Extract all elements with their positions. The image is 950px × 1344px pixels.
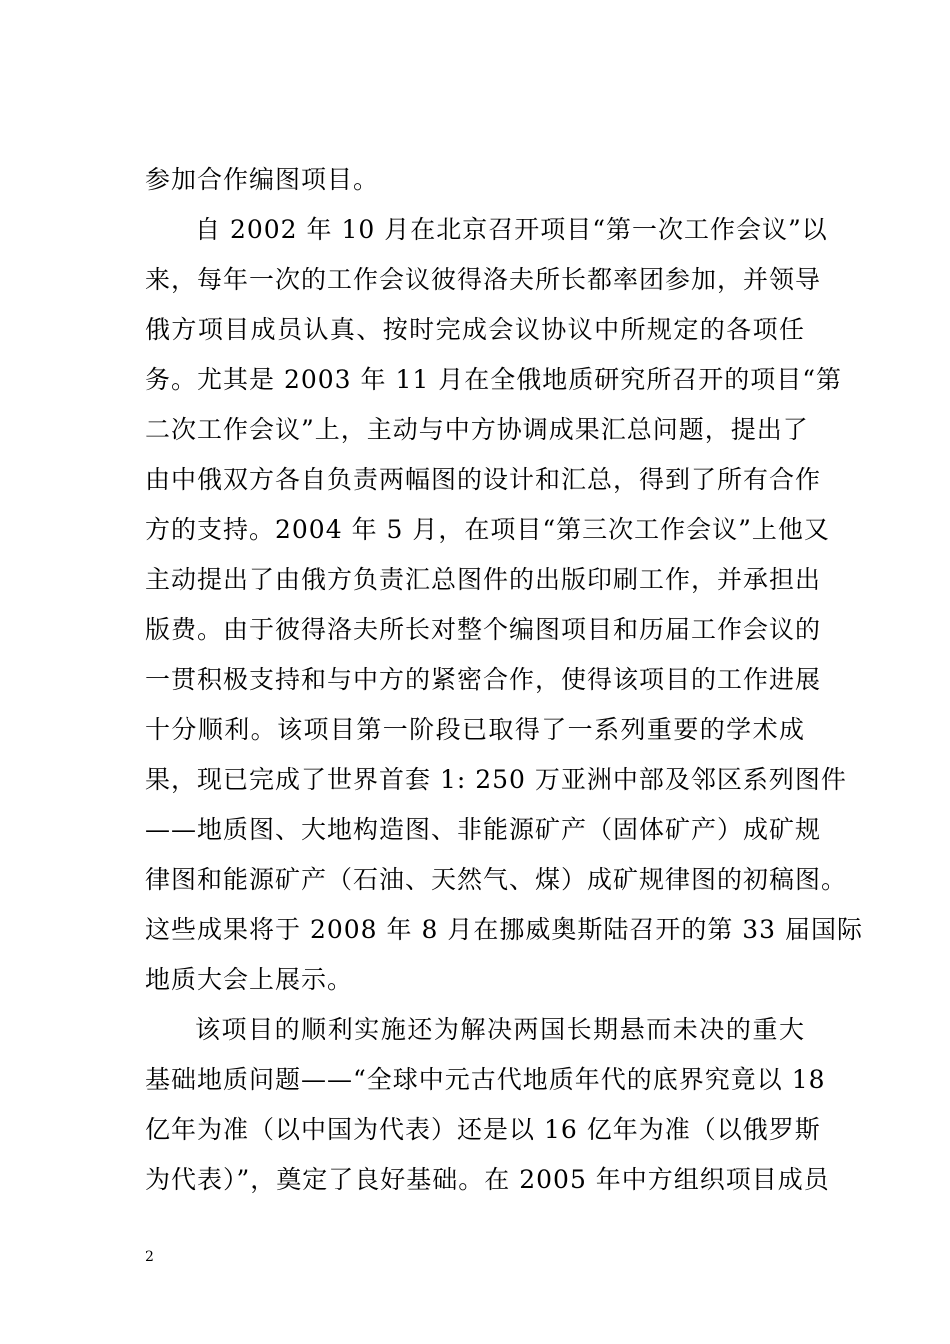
text-line: 为代表）”，奠定了良好基础。在 2005 年中方组织项目成员 [145, 1165, 830, 1194]
text-line: 务。尤其是 2003 年 11 月在全俄地质研究所召开的项目“第 [145, 365, 843, 394]
text-line: 自 2002 年 10 月在北京召开项目“第一次工作会议”以 [195, 215, 828, 244]
text-line: 律图和能源矿产（石油、天然气、煤）成矿规律图的初稿图。 [145, 865, 848, 894]
text-line: 地质大会上展示。 [145, 965, 354, 994]
text-line: 二次工作会议”上，主动与中方协调成果汇总问题，提出了 [145, 415, 809, 444]
text-line: 主动提出了由俄方负责汇总图件的出版印刷工作，并承担出 [145, 565, 822, 594]
text-line: 由中俄双方各自负责两幅图的设计和汇总，得到了所有合作 [145, 465, 822, 494]
page-number: 2 [145, 1249, 154, 1265]
text-line: 十分顺利。该项目第一阶段已取得了一系列重要的学术成 [145, 715, 805, 744]
text-line: 该项目的顺利实施还为解决两国长期悬而未决的重大 [195, 1015, 805, 1044]
text-line: 来，每年一次的工作会议彼得洛夫所长都率团参加，并领导 [145, 265, 822, 294]
text-line: 参加合作编图项目。 [145, 165, 380, 194]
text-line: 这些成果将于 2008 年 8 月在挪威奥斯陆召开的第 33 届国际 [145, 915, 864, 944]
text-line: 俄方项目成员认真、按时完成会议协议中所规定的各项任 [145, 315, 805, 344]
text-line: 方的支持。2004 年 5 月，在项目“第三次工作会议”上他又 [145, 515, 830, 544]
text-line: 一贯积极支持和与中方的紧密合作，使得该项目的工作进展 [145, 665, 822, 694]
text-line: ——地质图、大地构造图、非能源矿产（固体矿产）成矿规 [145, 815, 822, 844]
text-line: 亿年为准（以中国为代表）还是以 16 亿年为准（以俄罗斯 [145, 1115, 821, 1144]
text-line: 果，现已完成了世界首套 1: 250 万亚洲中部及邻区系列图件 [145, 765, 847, 794]
text-line: 版费。由于彼得洛夫所长对整个编图项目和历届工作会议的 [145, 615, 822, 644]
text-line: 基础地质问题——“全球中元古代地质年代的底界究竟以 18 [145, 1065, 826, 1094]
